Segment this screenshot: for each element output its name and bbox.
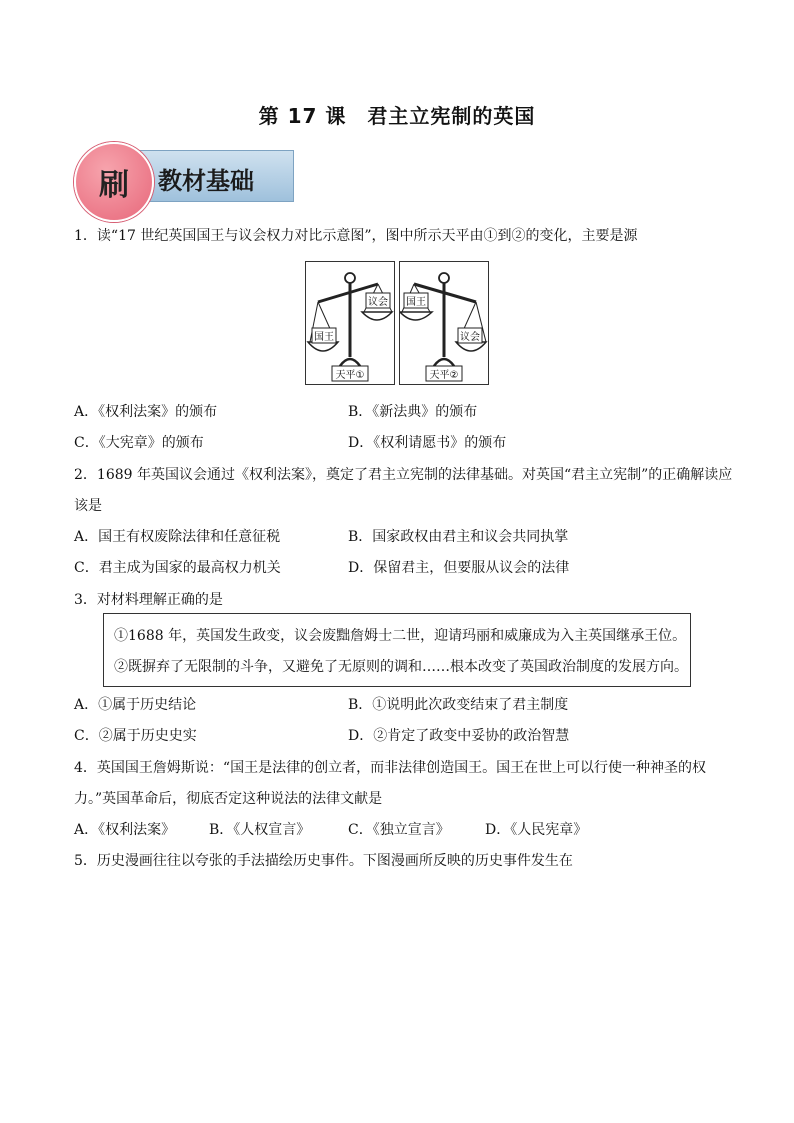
q2-option-c[interactable]: C．君主成为国家的最高权力机关	[74, 560, 281, 576]
scale-1-left-label: 国王	[314, 332, 334, 343]
q1-figure-scales	[305, 261, 491, 387]
q3-material-2: ②既摒弃了无限制的斗争，又避免了无原则的调和……根本改变了英国政治制度的发展方向。	[114, 659, 688, 675]
q3-option-a[interactable]: A．①属于历史结论	[74, 697, 197, 713]
q4-option-a[interactable]: A．《权利法案》	[74, 822, 176, 838]
q3-stem: 3．对材料理解正确的是	[74, 592, 223, 608]
q5-stem: 5．历史漫画往往以夸张的手法描绘历史事件。下图漫画所反映的历史事件发生在	[74, 853, 573, 869]
q2-stem-line2: 该是	[74, 498, 102, 514]
scale-2-left-label: 国王	[406, 297, 426, 308]
scale-2-right-label: 议会	[460, 332, 480, 343]
q2-option-b[interactable]: B．国家政权由君主和议会共同执掌	[348, 529, 569, 545]
scale-1-right-pan	[362, 312, 392, 320]
banner-badge-text: 刷	[99, 168, 129, 203]
q4-option-b[interactable]: B．《人权宣言》	[209, 822, 311, 838]
q1-stem: 1．读“17 世纪英国国王与议会权力对比示意图”，图中所示天平由①到②的变化，主要是源	[74, 228, 638, 244]
q2-stem-line1: 2．1689 年英国议会通过《权利法案》，奠定了君主立宪制的法律基础。对英国“君主立宪制”的正确解读应	[74, 467, 733, 483]
q3-material-box	[103, 613, 691, 687]
section-label: 教材基础	[158, 167, 254, 195]
q4-stem-line2: 力。”英国革命后，彻底否定这种说法的法律文献是	[74, 791, 383, 807]
scale-panel-1	[305, 261, 395, 385]
scale-2-left-pan	[400, 312, 432, 320]
section-banner	[74, 150, 296, 202]
q4-option-d[interactable]: D．《人民宪章》	[485, 822, 588, 838]
scale-2-drawing	[400, 262, 488, 384]
scale-1-drawing	[306, 262, 394, 384]
banner-badge	[74, 142, 154, 222]
scale-1-right-label: 议会	[368, 297, 388, 308]
q3-option-d[interactable]: D．②肯定了政变中妥协的政治智慧	[348, 728, 570, 744]
q4-option-c[interactable]: C．《独立宣言》	[348, 822, 450, 838]
scale-2-knob	[439, 273, 449, 283]
scale-2-caption: 天平②	[429, 370, 459, 381]
q1-option-b[interactable]: B．《新法典》的颁布	[348, 404, 478, 420]
q3-material-1: ①1688 年，英国发生政变，议会废黜詹姆士二世，迎请玛丽和威廉成为入主英国继承王位。	[114, 628, 687, 644]
scale-1-caption: 天平①	[335, 370, 365, 381]
q2-option-a[interactable]: A．国王有权废除法律和任意征税	[74, 529, 281, 545]
q1-option-d[interactable]: D．《权利请愿书》的颁布	[348, 435, 507, 451]
q4-stem-line1: 4．英国国王詹姆斯说：“国王是法律的创立者，而非法律创造国王。国王在世上可以行使一种神圣的权	[74, 760, 707, 776]
q3-option-b[interactable]: B．①说明此次政变结束了君主制度	[348, 697, 569, 713]
scale-1-knob	[345, 273, 355, 283]
scale-panel-2	[399, 261, 489, 385]
page-title: 第 17 课 君主立宪制的英国	[258, 104, 536, 128]
q2-option-d[interactable]: D．保留君主，但要服从议会的法律	[348, 560, 570, 576]
q1-option-c[interactable]: C．《大宪章》的颁布	[74, 435, 204, 451]
q1-option-a[interactable]: A．《权利法案》的颁布	[74, 404, 218, 420]
q3-option-c[interactable]: C．②属于历史史实	[74, 728, 197, 744]
